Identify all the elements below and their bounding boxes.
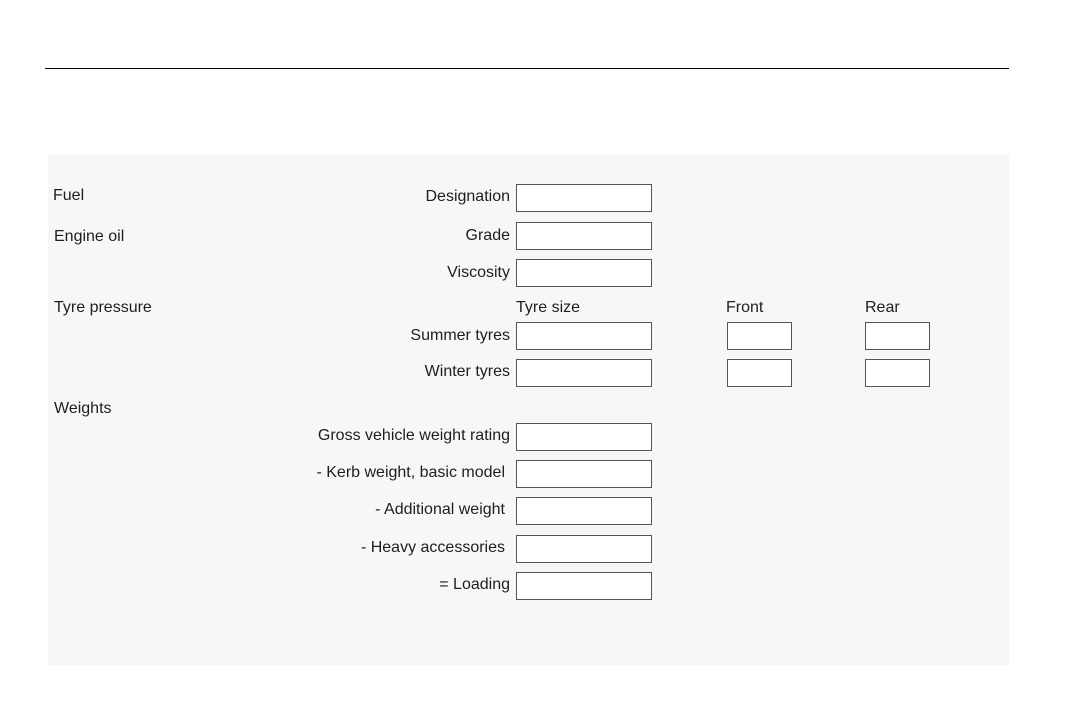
winter-rear-pressure-field[interactable] [865,359,930,387]
heavy-accessories-field[interactable] [516,535,652,563]
section-tyre-pressure: Tyre pressure [54,299,152,316]
section-engine-oil: Engine oil [54,228,125,245]
gross-vehicle-weight-rating-label: Gross vehicle weight rating [317,427,510,444]
summer-tyre-size-field[interactable] [516,322,652,350]
kerb-weight-label: - Kerb weight, basic model [316,464,505,481]
winter-tyres-label: Winter tyres [424,363,510,380]
designation-label: Designation [425,188,510,205]
loading-label: = Loading [439,576,510,593]
heavy-accessories-label: - Heavy accessories [360,539,505,556]
loading-field[interactable] [516,572,652,600]
summer-tyres-label: Summer tyres [410,327,510,344]
viscosity-label: Viscosity [447,264,510,281]
top-rule [45,68,1009,69]
additional-weight-label: - Additional weight [375,501,505,518]
summer-front-pressure-field[interactable] [727,322,792,350]
kerb-weight-field[interactable] [516,460,652,488]
grade-label: Grade [465,227,510,244]
winter-front-pressure-field[interactable] [727,359,792,387]
rear-header: Rear [865,299,900,316]
tyre-size-header: Tyre size [516,299,581,316]
section-fuel: Fuel [53,187,85,204]
viscosity-field[interactable] [516,259,652,287]
section-weights: Weights [54,400,112,417]
designation-field[interactable] [516,184,652,212]
additional-weight-field[interactable] [516,497,652,525]
front-header: Front [726,299,764,316]
winter-tyre-size-field[interactable] [516,359,652,387]
grade-field[interactable] [516,222,652,250]
gross-vehicle-weight-rating-field[interactable] [516,423,652,451]
summer-rear-pressure-field[interactable] [865,322,930,350]
